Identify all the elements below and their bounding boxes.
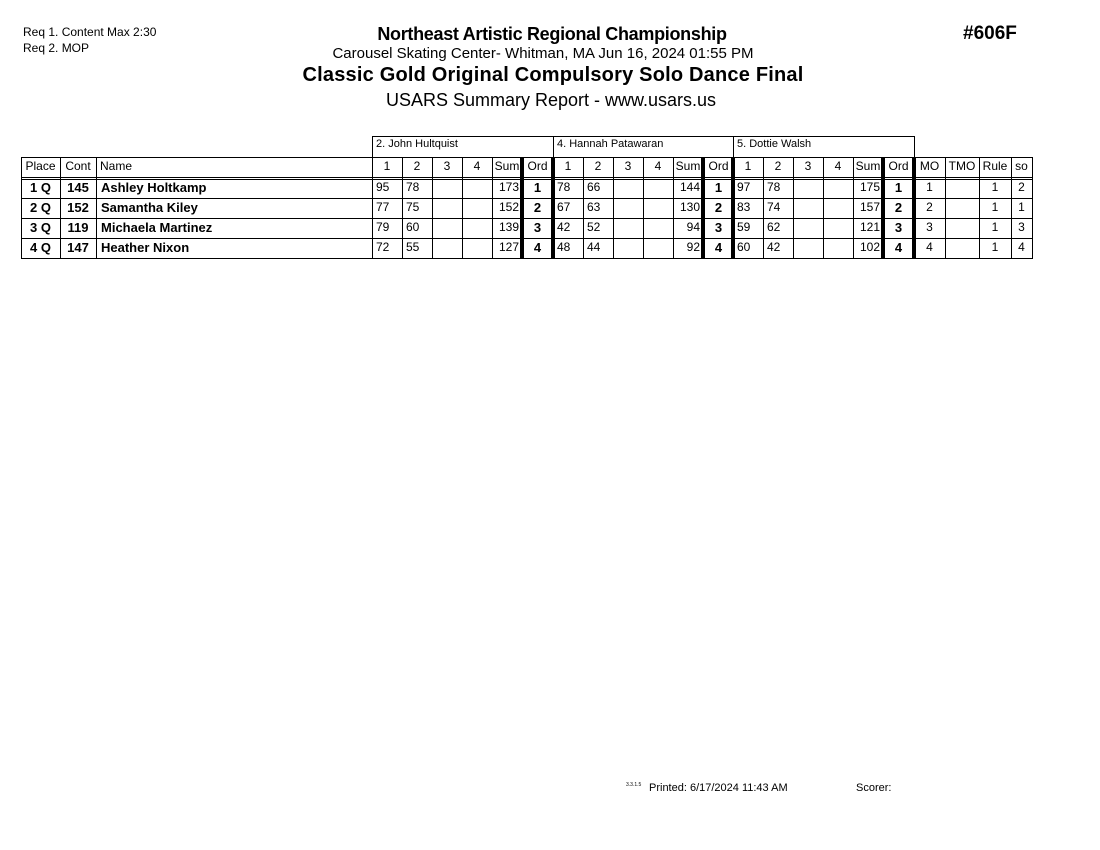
event-title: Classic Gold Original Compulsory Solo Dance Final: [302, 64, 804, 86]
judge2-s1: 67: [557, 200, 571, 214]
cont-cell: 145: [67, 180, 89, 195]
judge1-sum: 173: [498, 180, 519, 194]
report-title: USARS Summary Report - www.usars.us: [385, 90, 717, 110]
header-judge1-ord: Ord: [527, 159, 548, 173]
judge1-s1: 72: [376, 240, 390, 254]
rule-cell: 1: [991, 200, 999, 214]
rule-cell: 1: [991, 220, 999, 234]
judge-name-3: 5. Dottie Walsh: [737, 138, 812, 150]
requirement-2: Req 2. MOP: [23, 41, 90, 55]
judge1-s3: [432, 178, 462, 198]
so-cell: 3: [1018, 220, 1025, 234]
column-divider: [96, 157, 97, 259]
judge-box-edge: [733, 136, 734, 157]
column-divider: [402, 157, 403, 259]
judge-box-top: [733, 136, 914, 137]
judge2-sum: 144: [679, 180, 700, 194]
judge3-sum: 157: [859, 200, 880, 214]
column-divider: [823, 157, 824, 259]
judge1-s3: [432, 238, 462, 258]
so-cell: 1: [1018, 200, 1025, 214]
judge2-s2: 63: [587, 200, 601, 214]
header-judge2-s4: 4: [654, 159, 662, 173]
header-judge3-ord: Ord: [888, 159, 909, 173]
judge1-s4: [462, 198, 492, 218]
judge2-s2: 44: [587, 240, 601, 254]
column-divider: [673, 157, 674, 259]
judge2-s1: 48: [557, 240, 571, 254]
column-divider-thick: [912, 157, 916, 259]
column-divider-thick: [731, 157, 735, 259]
judge2-s4: [643, 238, 673, 258]
tmo-cell: [945, 238, 979, 258]
header-name: Name: [100, 159, 133, 173]
column-divider: [979, 157, 980, 259]
judge1-sum: 139: [498, 220, 519, 234]
judge2-s4: [643, 178, 673, 198]
column-divider: [763, 157, 764, 259]
printed-timestamp: Printed: 6/17/2024 11:43 AM: [649, 782, 788, 794]
judge-box-edge: [914, 136, 915, 157]
header-judge2-s3: 3: [624, 159, 632, 173]
column-divider-thick: [520, 157, 524, 259]
name-cell: Heather Nixon: [101, 240, 190, 255]
scorer-label: Scorer:: [856, 782, 892, 794]
header-judge2-s1: 1: [564, 159, 572, 173]
judge1-s3: [432, 218, 462, 238]
column-divider: [945, 157, 946, 259]
judge1-sum: 127: [498, 240, 519, 254]
judge1-s3: [432, 198, 462, 218]
place-cell: 1 Q: [30, 180, 51, 195]
judge1-s4: [462, 238, 492, 258]
judge1-s4: [462, 218, 492, 238]
judge3-s1: 83: [737, 200, 751, 214]
header-tmo: TMO: [948, 159, 976, 173]
judge3-s3: [793, 178, 823, 198]
judge2-s2: 66: [587, 180, 601, 194]
judge3-s2: 74: [767, 200, 781, 214]
judge1-ord: 3: [533, 220, 542, 235]
judge2-sum: 130: [679, 200, 700, 214]
judge3-s3: [793, 198, 823, 218]
judge-box-top: [553, 136, 734, 137]
judge2-ord: 3: [714, 220, 723, 235]
venue-datetime: Carousel Skating Center- Whitman, MA Jun 16, 2024 01:55 PM: [332, 45, 754, 62]
mo-cell: 2: [926, 200, 933, 214]
column-divider: [21, 157, 22, 259]
tmo-cell: [945, 198, 979, 218]
judge3-s3: [793, 238, 823, 258]
judge1-s2: 75: [406, 200, 420, 214]
rule-cell: 1: [991, 240, 999, 254]
judge2-sum: 94: [686, 220, 700, 234]
judge3-sum: 121: [859, 220, 880, 234]
judge-name-2: 4. Hannah Patawaran: [557, 138, 664, 150]
header-judge2-sum: Sum: [675, 159, 701, 173]
header-judge1-sum: Sum: [494, 159, 520, 173]
judge-box-edge: [553, 136, 554, 157]
judge1-s4: [462, 178, 492, 198]
header-rule: Rule: [982, 159, 1008, 173]
judge1-s1: 77: [376, 200, 390, 214]
column-divider: [853, 157, 854, 259]
header-judge2-s2: 2: [594, 159, 602, 173]
judge1-ord: 2: [533, 200, 542, 215]
judge1-ord: 4: [533, 240, 542, 255]
judge1-s2: 60: [406, 220, 420, 234]
judge3-s1: 97: [737, 180, 751, 194]
judge-name-1: 2. John Hultquist: [376, 138, 458, 150]
column-divider-thick: [551, 157, 555, 259]
judge2-s3: [613, 238, 643, 258]
so-cell: 2: [1018, 180, 1025, 194]
column-divider: [613, 157, 614, 259]
judge3-s3: [793, 218, 823, 238]
mo-cell: 4: [926, 240, 933, 254]
judge3-s4: [823, 238, 853, 258]
tmo-cell: [945, 218, 979, 238]
column-divider: [583, 157, 584, 259]
header-judge1-s2: 2: [413, 159, 421, 173]
version-code: 3.3.1.5: [626, 782, 642, 788]
judge3-s2: 78: [767, 180, 781, 194]
header-judge3-s3: 3: [804, 159, 812, 173]
judge2-s3: [613, 198, 643, 218]
judge3-s2: 42: [767, 240, 781, 254]
judge1-ord: 1: [533, 180, 542, 195]
cont-cell: 152: [67, 200, 89, 215]
column-divider: [60, 157, 61, 259]
header-judge1-s1: 1: [383, 159, 391, 173]
judge2-s1: 78: [557, 180, 571, 194]
column-divider: [1011, 157, 1012, 259]
header-judge3-sum: Sum: [855, 159, 881, 173]
mo-cell: 3: [926, 220, 933, 234]
header-judge3-s4: 4: [834, 159, 842, 173]
name-cell: Ashley Holtkamp: [101, 180, 207, 195]
judge2-ord: 4: [714, 240, 723, 255]
judge2-s1: 42: [557, 220, 571, 234]
column-divider: [1032, 157, 1033, 259]
column-divider-thick: [701, 157, 705, 259]
header-mo: MO: [919, 159, 940, 173]
header-cont: Cont: [65, 159, 91, 173]
header-judge2-ord: Ord: [708, 159, 729, 173]
header-so: so: [1015, 159, 1028, 173]
judge3-sum: 175: [859, 180, 880, 194]
cont-cell: 147: [67, 240, 89, 255]
judge3-ord: 4: [894, 240, 903, 255]
judge3-s4: [823, 198, 853, 218]
judge3-s1: 60: [737, 240, 751, 254]
place-cell: 3 Q: [30, 220, 51, 235]
judge3-s4: [823, 178, 853, 198]
header-judge3-s1: 1: [744, 159, 752, 173]
header-judge1-s4: 4: [473, 159, 481, 173]
judge-box-top: [372, 136, 553, 137]
judge2-ord: 1: [714, 180, 723, 195]
cont-cell: 119: [67, 220, 89, 235]
column-divider: [492, 157, 493, 259]
column-divider: [462, 157, 463, 259]
judge1-s1: 95: [376, 180, 390, 194]
mo-cell: 1: [926, 180, 933, 194]
name-cell: Samantha Kiley: [101, 200, 198, 215]
place-cell: 2 Q: [30, 200, 51, 215]
judge2-ord: 2: [714, 200, 723, 215]
judge3-s2: 62: [767, 220, 781, 234]
place-cell: 4 Q: [30, 240, 51, 255]
judge1-s1: 79: [376, 220, 390, 234]
judge2-s4: [643, 218, 673, 238]
rule-cell: 1: [991, 180, 999, 194]
event-id: #606F: [963, 23, 1017, 44]
judge1-s2: 55: [406, 240, 420, 254]
so-cell: 4: [1018, 240, 1025, 254]
judge2-s3: [613, 178, 643, 198]
competition-title: Northeast Artistic Regional Championship: [377, 24, 727, 44]
judge3-ord: 1: [894, 180, 903, 195]
column-divider: [643, 157, 644, 259]
judge3-s1: 59: [737, 220, 751, 234]
judge1-s2: 78: [406, 180, 420, 194]
judge-box-edge: [372, 136, 373, 157]
column-divider-thick: [881, 157, 885, 259]
judge2-s2: 52: [587, 220, 601, 234]
requirement-1: Req 1. Content Max 2:30: [23, 25, 157, 39]
column-divider: [432, 157, 433, 259]
judge2-sum: 92: [686, 240, 700, 254]
column-divider: [372, 157, 373, 259]
name-cell: Michaela Martinez: [101, 220, 213, 235]
header-place: Place: [25, 159, 56, 173]
judge1-sum: 152: [498, 200, 519, 214]
judge3-ord: 2: [894, 200, 903, 215]
header-judge1-s3: 3: [443, 159, 451, 173]
header-judge3-s2: 2: [774, 159, 782, 173]
judge3-sum: 102: [859, 240, 880, 254]
judge2-s3: [613, 218, 643, 238]
judge3-s4: [823, 218, 853, 238]
judge2-s4: [643, 198, 673, 218]
column-divider: [793, 157, 794, 259]
judge3-ord: 3: [894, 220, 903, 235]
tmo-cell: [945, 178, 979, 198]
